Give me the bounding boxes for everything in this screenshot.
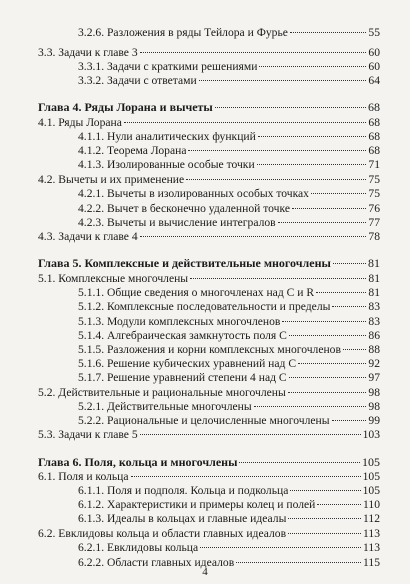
dot-leader [131, 476, 361, 477]
toc-entry-title: 6.1.1. Поля и подполя. Кольца и подкольца [78, 484, 289, 497]
dot-leader [186, 179, 366, 180]
toc-entry-page: 98 [368, 386, 380, 399]
dot-leader [290, 32, 367, 33]
toc-entry [38, 230, 380, 244]
toc-entry [38, 116, 380, 130]
page-number: 4 [202, 566, 208, 578]
toc-entry [38, 60, 380, 74]
toc-entry-title: 6.1. Поля и кольца [38, 470, 129, 483]
dot-leader [278, 222, 367, 223]
toc-entry-title: 5.1.6. Решение кубических уравнений над C [78, 357, 297, 370]
toc-entry [38, 512, 380, 526]
toc-entry-page: 76 [368, 202, 380, 215]
toc-entry-title: Глава 5. Комплексные и действительные многочлены [38, 256, 331, 270]
dot-leader [311, 193, 366, 194]
toc-entry-page: 83 [368, 300, 380, 313]
toc-entry [38, 470, 380, 484]
toc-entry-title: 6.2.1. Евклидовы кольца [78, 541, 199, 554]
toc-entry-page: 68 [368, 130, 380, 143]
toc-entry [38, 541, 380, 555]
toc-entry [38, 329, 380, 343]
dot-leader [199, 80, 367, 81]
dot-leader [292, 208, 366, 209]
dot-leader [140, 434, 361, 435]
toc-entry [38, 315, 380, 329]
toc-entry-title: 4.2.3. Вычеты и вычисление интегралов [78, 216, 276, 229]
toc-entry-page: 92 [368, 357, 380, 370]
toc-entry-page: 113 [363, 541, 380, 554]
toc-entry-title: 4.1.2. Теорема Лорана [78, 144, 187, 157]
toc-entry-page: 110 [363, 498, 380, 511]
dot-leader [257, 164, 367, 165]
toc-entry-page: 86 [368, 329, 380, 342]
dot-leader [124, 122, 367, 123]
toc-entry [38, 343, 380, 357]
toc-entry-title: 5.2.1. Действительные многочлены [78, 400, 252, 413]
dot-leader [298, 363, 366, 364]
dot-leader [188, 150, 366, 151]
toc-entry-title: 5.1.7. Решение уравнений степени 4 над C [78, 371, 287, 384]
toc-entry-title: 5.1.5. Разложения и корни комплексных многочленов [78, 343, 341, 356]
toc-entry-page: 78 [368, 230, 380, 243]
toc-entry-title: 4.1. Ряды Лорана [38, 116, 122, 129]
dot-leader [140, 236, 367, 237]
dot-leader [290, 490, 360, 491]
toc-entry [38, 216, 380, 230]
dot-leader [288, 518, 361, 519]
dot-leader [289, 335, 367, 336]
toc-entry-page: 75 [368, 187, 380, 200]
toc-entry [38, 158, 380, 172]
dot-leader [332, 420, 367, 421]
toc-entry [38, 74, 380, 88]
toc-entry-page: 103 [362, 428, 380, 441]
dot-leader [333, 263, 366, 264]
toc-entry-title: Глава 4. Ряды Лорана и вычеты [38, 100, 213, 114]
dot-leader [239, 462, 360, 463]
toc-entry-title: 4.2.2. Вычет в бесконечно удаленной точке [78, 202, 290, 215]
toc-entry [38, 400, 380, 414]
toc-entry [38, 498, 380, 512]
toc-entry-page: 83 [368, 315, 380, 328]
toc-entry-title: 6.2.2. Области главных идеалов [78, 556, 235, 569]
toc-entry-page: 68 [368, 116, 380, 129]
dot-leader [236, 562, 361, 563]
toc-entry [38, 173, 380, 187]
toc-entry-page: 60 [368, 60, 380, 73]
toc-entry-title: 5.1.1. Общие сведения о многочленах над C и R [78, 286, 315, 299]
toc-entry [38, 371, 380, 385]
toc-entry-page: 112 [363, 512, 380, 525]
toc-entry-page: 64 [368, 74, 380, 87]
dot-leader [288, 533, 361, 534]
toc-entry-title: 6.1.2. Характеристики и примеры колец и полей [78, 498, 316, 511]
toc-entry-page: 97 [368, 371, 380, 384]
dot-leader [282, 321, 366, 322]
dot-leader [140, 52, 367, 53]
toc-entry-page: 105 [362, 470, 380, 483]
dot-leader [316, 292, 366, 293]
toc-entry-title: 3.3. Задачи к главе 3 [38, 46, 138, 59]
toc-entry-page: 113 [363, 527, 380, 540]
toc-entry [38, 300, 380, 314]
toc-entry-page: 75 [368, 173, 380, 186]
toc-entry [38, 484, 380, 498]
toc-entry-title: 5.1.3. Модули комплексных многочленов [78, 315, 281, 328]
toc-entry [38, 428, 380, 442]
toc-chapter [38, 455, 380, 469]
dot-leader [343, 349, 366, 350]
toc-entry [38, 414, 380, 428]
toc-entry-page: 105 [362, 455, 380, 469]
toc-entry-title: 5.3. Задачи к главе 5 [38, 428, 138, 441]
toc-entry-title: 3.3.1. Задачи с краткими решениями [78, 60, 258, 73]
dot-leader [332, 306, 366, 307]
toc-entry-page: 60 [368, 46, 380, 59]
toc-entry-page: 98 [368, 400, 380, 413]
toc-chapter [38, 100, 380, 114]
toc-entry [38, 187, 380, 201]
toc-entry-title: 6.2. Евклидовы кольца и области главных идеалов [38, 527, 287, 540]
dot-leader [258, 136, 367, 137]
toc-entry-page: 55 [368, 26, 380, 39]
toc-entry-title: 5.1.4. Алгебраическая замкнутость поля C [78, 329, 287, 342]
toc-entry [38, 527, 380, 541]
toc-entry-page: 99 [368, 414, 380, 427]
dot-leader [317, 504, 361, 505]
dot-leader [190, 278, 366, 279]
toc-entry-page: 105 [362, 484, 380, 497]
toc-chapter [38, 256, 380, 270]
toc-entry-title: 3.2.6. Разложения в ряды Тейлора и Фурье [78, 26, 288, 39]
toc-entry [38, 130, 380, 144]
toc-entry-page: 115 [363, 556, 380, 569]
toc-entry [38, 144, 380, 158]
toc-entry-page: 71 [368, 158, 380, 171]
dot-leader [288, 392, 367, 393]
toc-entry-page: 77 [368, 216, 380, 229]
toc-entry-page: 68 [368, 100, 380, 114]
dot-leader [200, 547, 361, 548]
toc-entry [38, 26, 380, 40]
toc-entry-page: 81 [368, 272, 380, 285]
toc-entry-page: 88 [368, 343, 380, 356]
toc-entry-title: 4.1.1. Нули аналитических функций [78, 130, 256, 143]
toc-entry-title: 3.3.2. Задачи с ответами [78, 74, 197, 87]
toc-entry-title: 5.1. Комплексные многочлены [38, 272, 189, 285]
toc-entry-title: 4.3. Задачи к главе 4 [38, 230, 138, 243]
toc-entry-title: 6.1.3. Идеалы в кольцах и главные идеалы [78, 512, 287, 525]
toc-entry-title: Глава 6. Поля, кольца и многочлены [38, 455, 238, 469]
dot-leader [259, 66, 366, 67]
toc-entry-title: 4.2.1. Вычеты в изолированных особых точках [78, 187, 309, 200]
toc-entry-title: 5.2.2. Рациональные и целочисленные многочлены [78, 414, 330, 427]
toc-entry [38, 46, 380, 60]
dot-leader [289, 377, 367, 378]
toc-entry-title: 4.2. Вычеты и их применение [38, 173, 185, 186]
toc-entry-title: 5.1.2. Комплексные последовательности и пределы [78, 300, 331, 313]
toc-entry [38, 272, 380, 286]
toc-entry [38, 202, 380, 216]
toc-entry-title: 5.2. Действительные и рациональные многочлены [38, 386, 286, 399]
dot-leader [215, 107, 366, 108]
toc-entry-page: 68 [368, 144, 380, 157]
toc-entry [38, 357, 380, 371]
toc-entry-page: 81 [368, 286, 380, 299]
toc-entry [38, 286, 380, 300]
toc-entry [38, 386, 380, 400]
dot-leader [254, 406, 367, 407]
toc-entry-page: 81 [368, 256, 380, 270]
toc-entry-title: 4.1.3. Изолированные особые точки [78, 158, 255, 171]
